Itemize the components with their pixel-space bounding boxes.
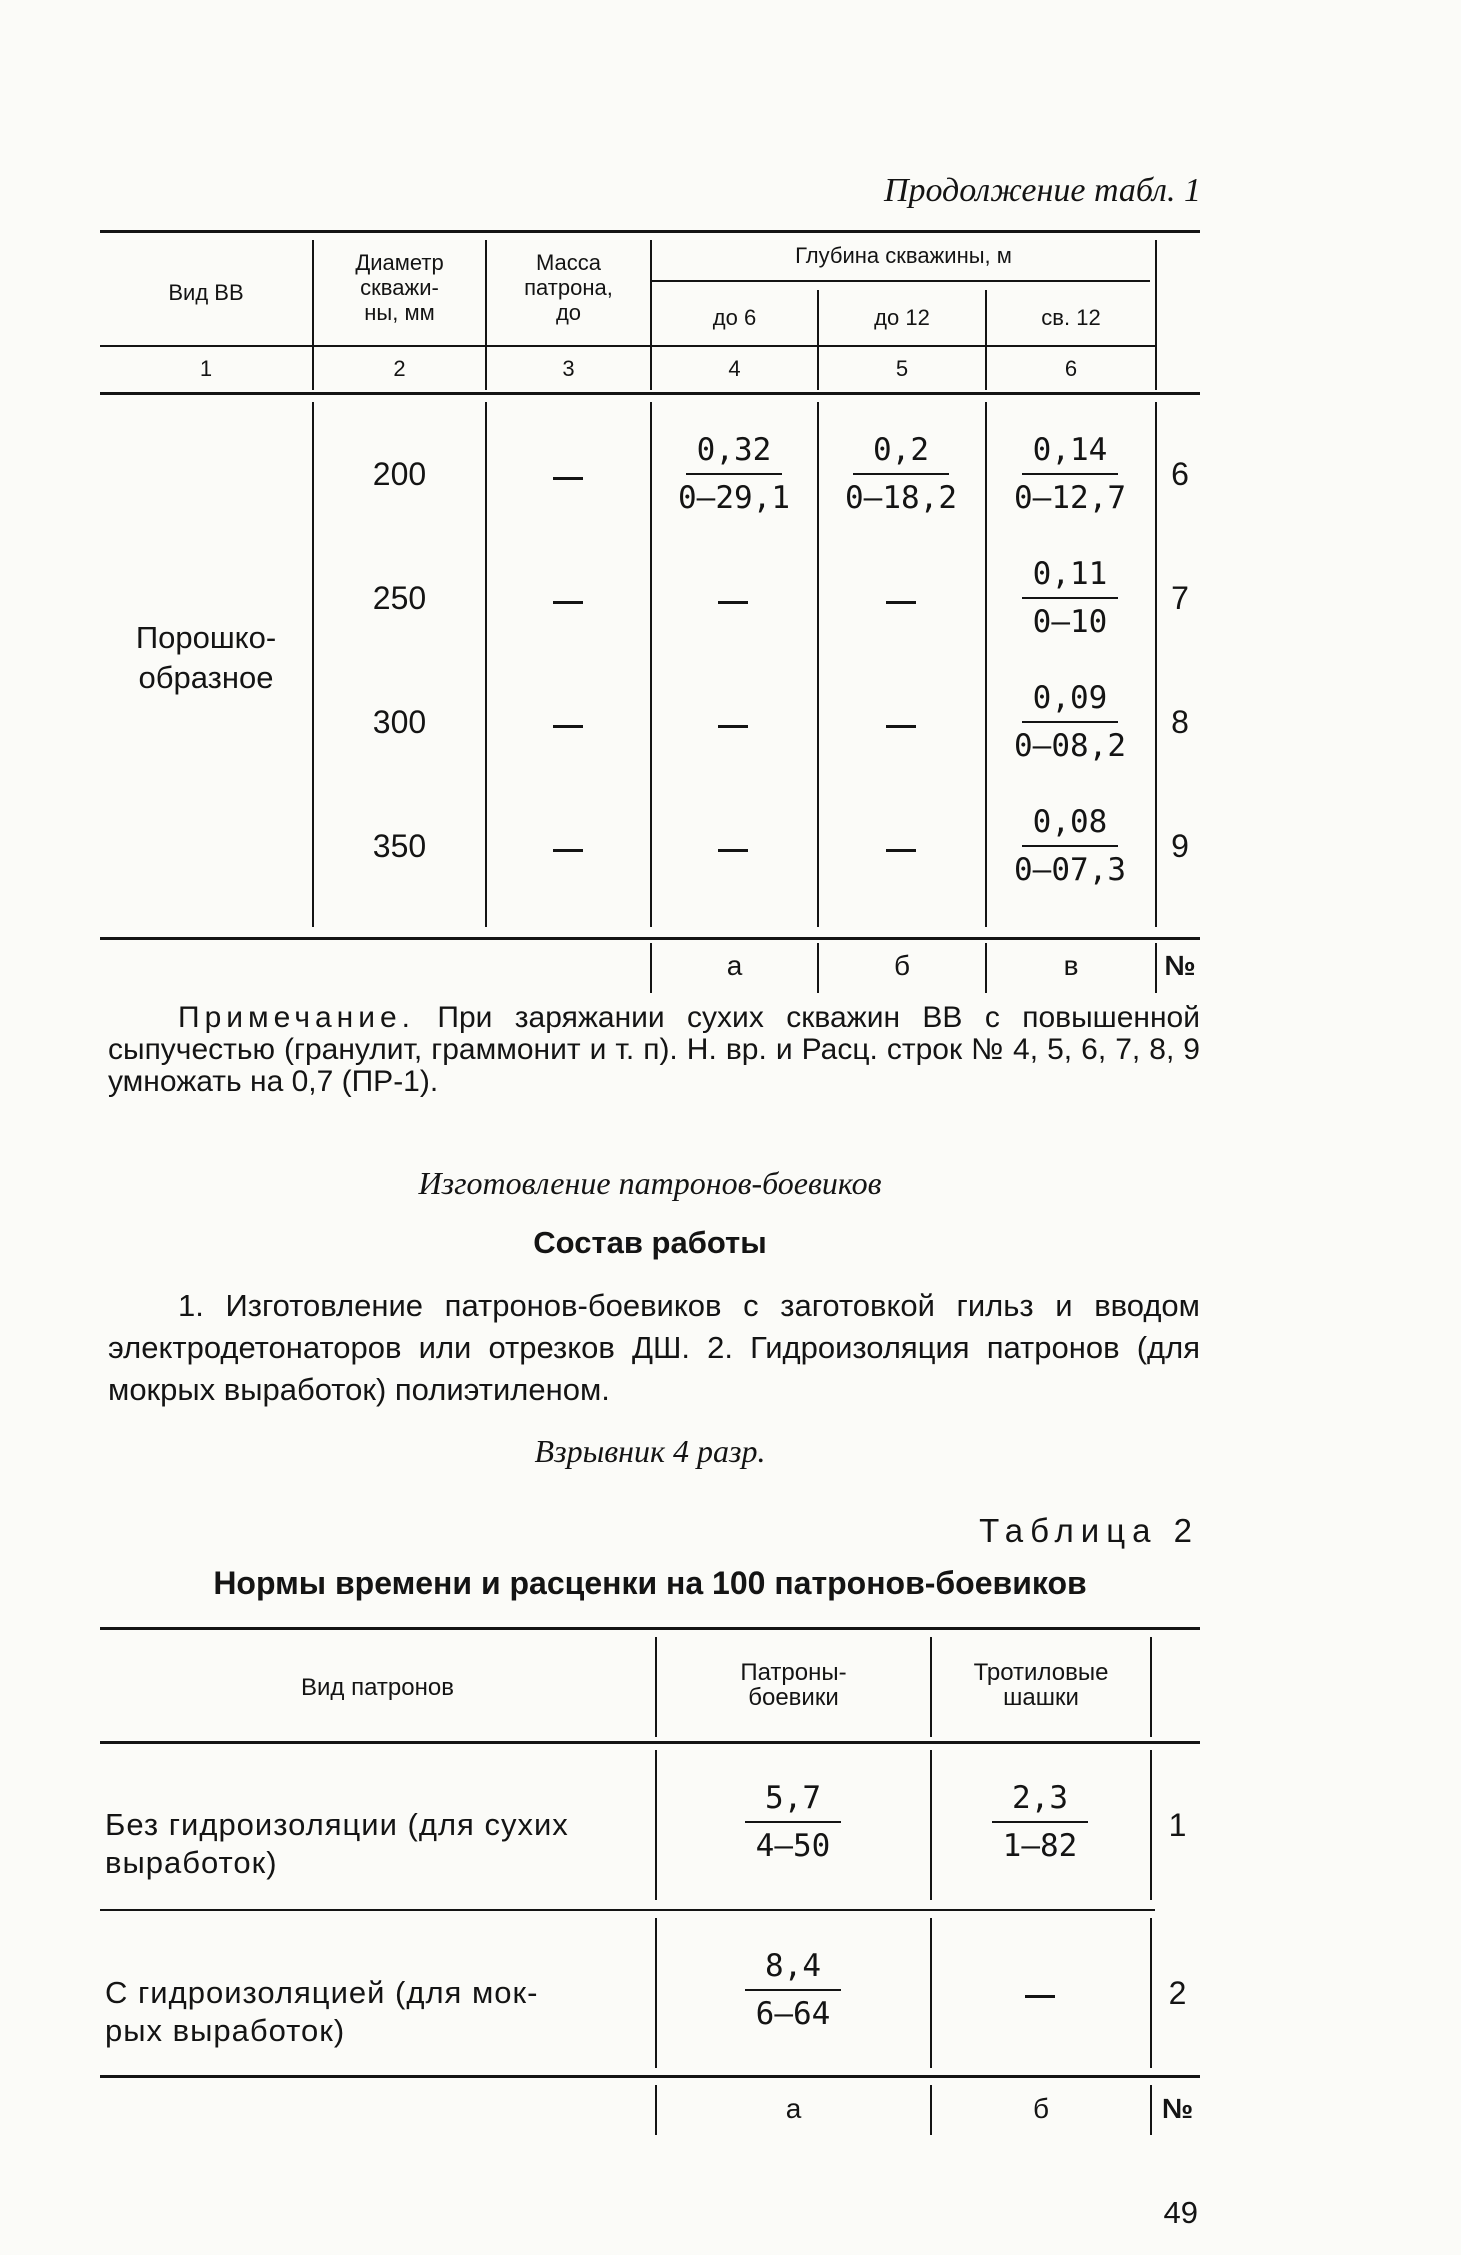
value-depth-6: 0,32 0—29,1 [678, 432, 790, 516]
depth-6-dash [718, 849, 748, 852]
mass-dash [553, 601, 583, 604]
header-depth-6: до 6 [712, 305, 757, 330]
material-name: Порошко- образное [135, 620, 277, 695]
work-heading: Состав работы [533, 1225, 767, 1260]
footer-b: б [1032, 2093, 1050, 2124]
footer-a: а [785, 2093, 802, 2124]
value-patrony-boeviki: 5,7 4—50 [733, 1778, 853, 1866]
header-mass: Масса патрона, до [524, 250, 613, 325]
depth-12-dash [886, 849, 916, 852]
page-number: 49 [1163, 2195, 1198, 2230]
value-depth-12: 0,2 0—18,2 [845, 432, 957, 516]
mass-dash [553, 477, 583, 480]
row-diameter: 250 [372, 580, 427, 616]
row-vid: С гидроизоляцией (для мок- рых выработок) [105, 1975, 539, 2048]
table2-label: Таблица 2 [979, 1512, 1199, 1549]
header-depth-over-12: св. 12 [1041, 305, 1101, 330]
header-depth: Глубина скважины, м [795, 243, 1012, 268]
row-number: 7 [1171, 580, 1189, 616]
header-vid-vv: Вид ВВ [168, 280, 244, 305]
mass-dash [553, 849, 583, 852]
value-depth-over-12: 0,14 0—12,7 [1014, 432, 1126, 516]
row-number: 1 [1168, 1807, 1187, 1843]
row-number: 8 [1171, 704, 1189, 740]
row-diameter: 200 [372, 456, 427, 492]
colnum-6: 6 [1064, 356, 1078, 381]
header-trotyl: Тротиловые шашки [973, 1659, 1109, 1711]
footer-no: № [1161, 2093, 1194, 2124]
trotyl-dash [1025, 1995, 1055, 1998]
row-number: 2 [1168, 1975, 1187, 2011]
colnum-2: 2 [393, 356, 406, 381]
header-diameter: Диаметр скважи- ны, мм [355, 250, 444, 325]
note [108, 1002, 1200, 1098]
value-patrony-boeviki: 8,4 6—64 [733, 1946, 853, 2034]
header-depth-12: до 12 [874, 305, 930, 330]
colnum-4: 4 [728, 356, 741, 381]
value-depth-over-12: 0,08 0—07,3 [1014, 804, 1126, 888]
mass-dash [553, 725, 583, 728]
footer-b: б [893, 950, 911, 981]
header-patrony-boeviki: Патроны- боевики [740, 1659, 847, 1711]
value-depth-over-12: 0,09 0—08,2 [1014, 680, 1126, 764]
row-number: 6 [1171, 456, 1189, 492]
depth-6-dash [718, 725, 748, 728]
row-vid: Без гидроизоляции (для сухих выработок) [105, 1807, 569, 1880]
row-diameter: 350 [372, 828, 427, 864]
work-text: 1. Изготовление патронов-боевиков с заготовкой гильз и вводом электродетонаторов или отрезков ДШ. 2. Гидроизоляция патронов (для мокрых выработок) полиэтиленом. [108, 1288, 1200, 1407]
row-diameter: 300 [372, 704, 427, 740]
row-number: 9 [1171, 828, 1189, 864]
note-label: Примечание. [178, 1001, 415, 1034]
table2-title: Нормы времени и расценки на 100 патронов-боевиков [213, 1565, 1087, 1601]
depth-12-dash [886, 725, 916, 728]
section-title: Изготовление патронов-боевиков [418, 1165, 882, 1201]
colnum-1: 1 [199, 356, 213, 381]
value-depth-over-12: 0,11 0—10 [1010, 554, 1130, 642]
value-trotyl: 2,3 1—82 [980, 1778, 1100, 1866]
depth-12-dash [886, 601, 916, 604]
note-text: При заряжании сухих скважин ВВ с повышенной сыпучестью (гранулит, граммонит и т. п). Н. вр. и Расц. строк № 4, 5, 6, 7, 8, 9 умножать на 0,7 (ПР-1). [108, 1001, 1200, 1098]
footer-a: а [726, 950, 743, 981]
colnum-3: 3 [562, 356, 575, 381]
depth-6-dash [718, 601, 748, 604]
continuation-label: Продолжение табл. 1 [883, 172, 1201, 209]
footer-v: в [1063, 950, 1079, 981]
footer-no: № [1164, 950, 1196, 981]
worker-grade: Взрывник 4 разр. [534, 1433, 766, 1469]
header-vid-patronov: Вид патронов [301, 1674, 454, 1701]
colnum-5: 5 [895, 356, 909, 381]
